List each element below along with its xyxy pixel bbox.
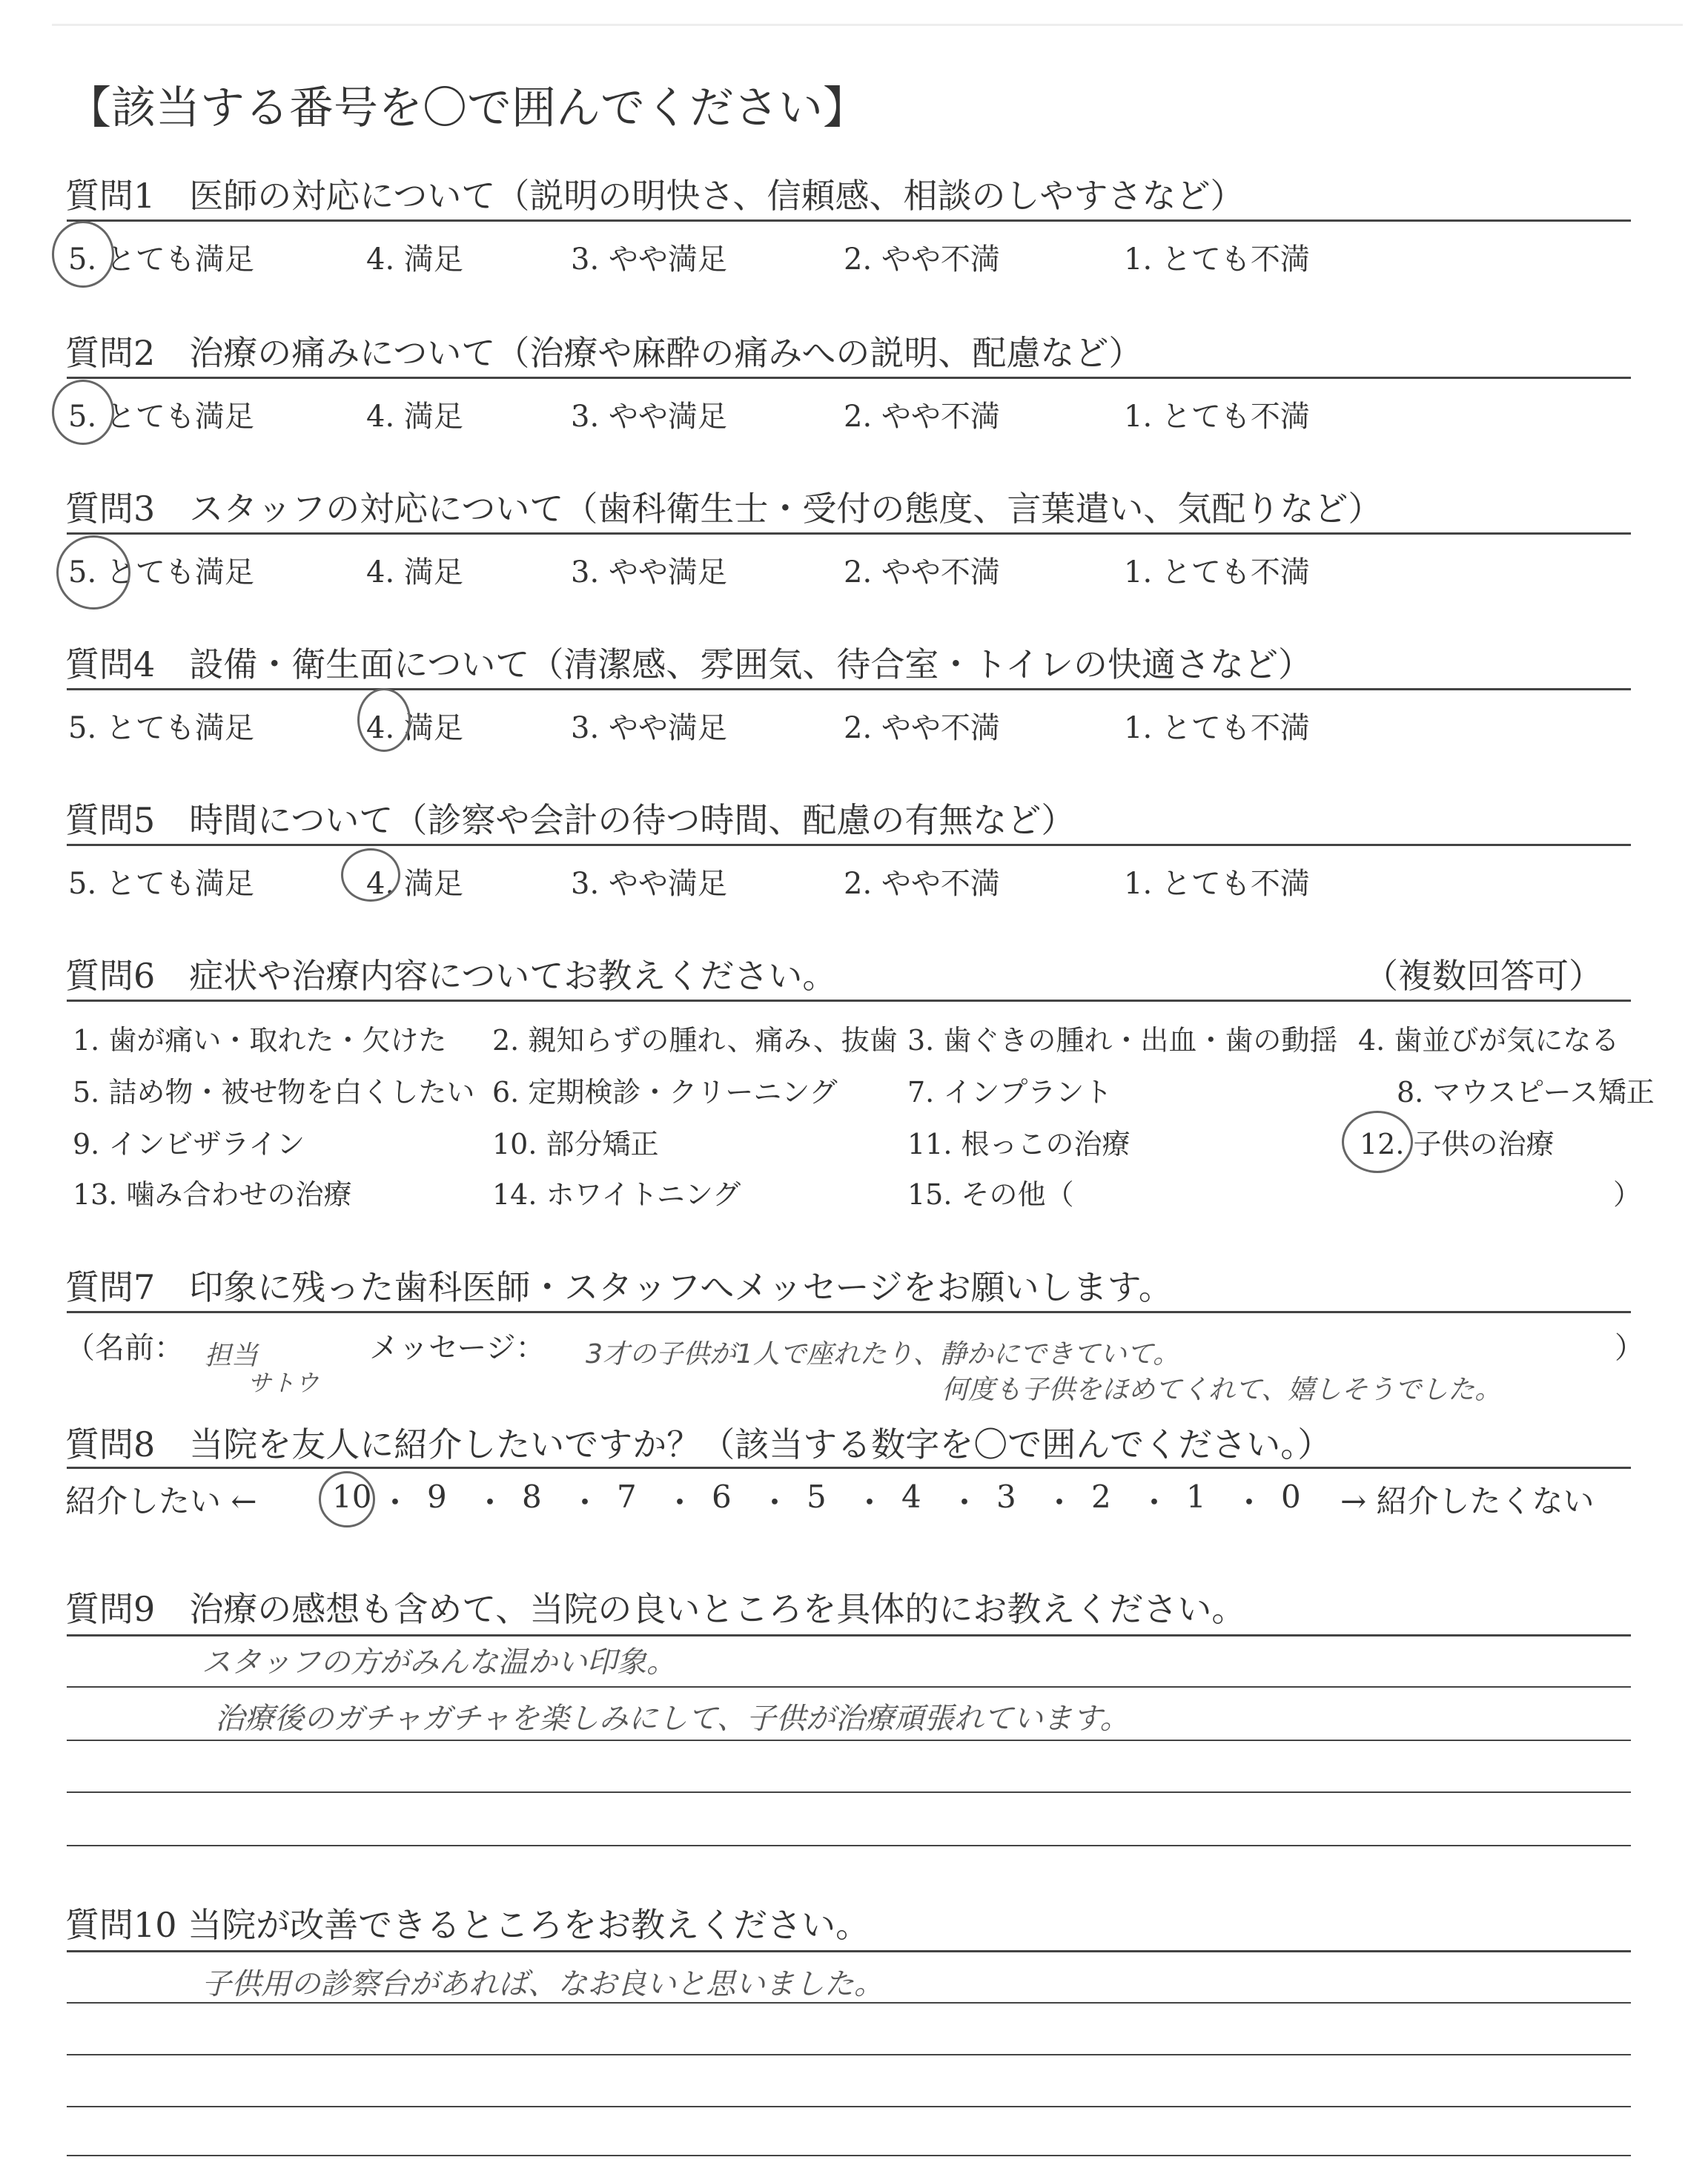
question-6-rule xyxy=(67,1000,1631,1002)
q5-option-3[interactable]: 3. やや満足 xyxy=(571,867,727,901)
q6-other-close-paren: ） xyxy=(1613,1178,1642,1211)
question-9-rule-4 xyxy=(67,1791,1631,1793)
question-3-title: 質問3 スタッフの対応について（歯科衛生士・受付の態度、言葉遣い、気配りなど） xyxy=(65,489,1383,529)
q8-scale-number-2[interactable]: 2 xyxy=(1091,1479,1111,1515)
question-10-rule-4 xyxy=(67,2106,1631,2107)
q8-scale-separator: ・ xyxy=(759,1484,791,1521)
question-6-note: （複数回答可） xyxy=(1364,956,1603,996)
q7-close-paren: ） xyxy=(1615,1331,1644,1365)
q8-scale-number-5[interactable]: 5 xyxy=(807,1479,827,1515)
q6-item-14[interactable]: 14. ホワイトニング xyxy=(492,1178,741,1211)
q1-option-4[interactable]: 4. 満足 xyxy=(366,242,463,277)
q8-left-label: 紹介したい ← xyxy=(65,1483,257,1519)
q2-selection-circle xyxy=(52,380,114,445)
q3-selection-circle xyxy=(56,535,130,610)
q7-name-handwriting-1: 担当 xyxy=(205,1341,259,1371)
q1-selection-circle xyxy=(52,221,114,288)
q3-option-2[interactable]: 2. やや不満 xyxy=(844,555,1000,589)
q8-scale-separator: ・ xyxy=(1234,1484,1265,1521)
q7-message-label: メッセージ： xyxy=(369,1331,546,1365)
question-9-rule-5 xyxy=(67,1845,1631,1846)
q1-option-5[interactable]: 5. とても満足 xyxy=(68,242,254,277)
q5-selection-circle xyxy=(341,848,400,902)
question-7-rule xyxy=(67,1311,1631,1313)
q8-scale-number-9[interactable]: 9 xyxy=(427,1479,447,1515)
q6-item-15[interactable]: 15. その他（ xyxy=(907,1178,1074,1211)
question-2-title: 質問2 治療の痛みについて（治療や麻酔の痛みへの説明、配慮など） xyxy=(65,333,1143,373)
q6-item-9[interactable]: 9. インビザライン xyxy=(73,1128,305,1160)
question-10-rule-3 xyxy=(67,2054,1631,2055)
question-4-title: 質問4 設備・衛生面について（清潔感、雰囲気、待合室・トイレの快適さなど） xyxy=(65,644,1313,684)
q7-message-handwriting-1: 3才の子供が1人で座れたり、静かにできていて。 xyxy=(586,1339,1180,1370)
q6-selection-circle xyxy=(1342,1111,1413,1173)
question-5-title: 質問5 時間について（診察や会計の待つ時間、配慮の有無など） xyxy=(65,800,1076,840)
question-8-rule xyxy=(67,1467,1631,1469)
q3-option-3[interactable]: 3. やや満足 xyxy=(571,555,727,589)
q8-right-label: → 紹介したくない xyxy=(1340,1483,1595,1519)
q3-option-5[interactable]: 5. とても満足 xyxy=(68,555,254,589)
question-10-rule-5 xyxy=(67,2155,1631,2156)
q4-option-1[interactable]: 1. とても不満 xyxy=(1124,711,1310,745)
question-5-rule xyxy=(67,844,1631,846)
q4-option-5[interactable]: 5. とても満足 xyxy=(68,711,254,745)
question-6-title: 質問6 症状や治療内容についてお教えください。 xyxy=(65,956,837,996)
q4-option-2[interactable]: 2. やや不満 xyxy=(844,711,1000,745)
q8-scale-number-4[interactable]: 4 xyxy=(901,1479,921,1515)
question-9-rule-1 xyxy=(67,1634,1631,1636)
q6-item-7[interactable]: 7. インプラント xyxy=(907,1076,1113,1109)
q3-option-4[interactable]: 4. 満足 xyxy=(366,555,463,589)
q6-item-8[interactable]: 8. マウスピース矯正 xyxy=(1397,1076,1655,1109)
q5-option-4[interactable]: 4. 満足 xyxy=(366,867,463,901)
q10-answer-line-1: 子供用の診察台があれば、なお良いと思いました。 xyxy=(202,1967,884,2001)
q2-option-1[interactable]: 1. とても不満 xyxy=(1124,400,1310,434)
q6-item-10[interactable]: 10. 部分矯正 xyxy=(492,1128,659,1160)
q9-answer-line-2: 治療後のガチャガチャを楽しみにして、子供が治療頑張れています。 xyxy=(215,1702,1130,1736)
q8-scale-number-0[interactable]: 0 xyxy=(1281,1479,1301,1515)
q9-answer-line-1: スタッフの方がみんな温かい印象。 xyxy=(202,1645,676,1680)
q7-message-handwriting-2: 何度も子供をほめてくれて、嬉しそうでした。 xyxy=(941,1375,1502,1405)
q8-scale-number-8[interactable]: 8 xyxy=(522,1479,542,1515)
question-7-title: 質問7 印象に残った歯科医師・スタッフへメッセージをお願いします。 xyxy=(65,1267,1173,1307)
q8-scale-separator: ・ xyxy=(1044,1484,1076,1521)
question-9-rule-3 xyxy=(67,1740,1631,1741)
q8-scale-number-3[interactable]: 3 xyxy=(996,1479,1016,1515)
q8-scale-separator: ・ xyxy=(1139,1484,1171,1521)
q2-option-3[interactable]: 3. やや満足 xyxy=(571,400,727,434)
q3-option-1[interactable]: 1. とても不満 xyxy=(1124,555,1310,589)
q8-scale-number-7[interactable]: 7 xyxy=(617,1479,637,1515)
q2-option-5[interactable]: 5. とても満足 xyxy=(68,400,254,434)
q6-item-4[interactable]: 4. 歯並びが気になる xyxy=(1358,1024,1620,1057)
q8-scale-separator: ・ xyxy=(474,1484,506,1521)
q8-scale-number-10[interactable]: 10 xyxy=(332,1479,372,1515)
q8-scale-separator: ・ xyxy=(854,1484,886,1521)
q7-name-label: （名前： xyxy=(65,1331,184,1365)
q8-scale-separator: ・ xyxy=(380,1484,411,1521)
q5-option-5[interactable]: 5. とても満足 xyxy=(68,867,254,901)
q7-name-handwriting-2: サトウ xyxy=(248,1369,320,1397)
q2-option-2[interactable]: 2. やや不満 xyxy=(844,400,1000,434)
question-2-rule xyxy=(67,377,1631,379)
q6-item-5[interactable]: 5. 詰め物・被せ物を白くしたい xyxy=(73,1076,475,1109)
q8-scale-separator: ・ xyxy=(949,1484,981,1521)
question-4-rule xyxy=(67,688,1631,690)
q6-item-2[interactable]: 2. 親知らずの腫れ、痛み、抜歯 xyxy=(492,1024,898,1057)
q8-scale-separator: ・ xyxy=(664,1484,696,1521)
question-10-title: 質問10 当院が改善できるところをお教えください。 xyxy=(65,1905,870,1945)
q1-option-3[interactable]: 3. やや満足 xyxy=(571,242,727,277)
page-heading: 【該当する番号を〇で囲んでください】 xyxy=(67,82,867,134)
q6-item-6[interactable]: 6. 定期検診・クリーニング xyxy=(492,1076,838,1109)
q5-option-2[interactable]: 2. やや不満 xyxy=(844,867,1000,901)
q6-item-11[interactable]: 11. 根っこの治療 xyxy=(907,1128,1131,1160)
q8-selection-circle xyxy=(319,1471,375,1527)
question-1-rule xyxy=(67,219,1631,222)
q6-item-3[interactable]: 3. 歯ぐきの腫れ・出血・歯の動揺 xyxy=(907,1024,1338,1057)
q1-option-2[interactable]: 2. やや不満 xyxy=(844,242,1000,277)
q4-selection-circle xyxy=(357,688,411,752)
question-9-title: 質問9 治療の感想も含めて、当院の良いところを具体的にお教えください。 xyxy=(65,1589,1246,1629)
top-border-line xyxy=(52,24,1683,26)
q8-scale-number-1[interactable]: 1 xyxy=(1186,1479,1206,1515)
question-3-rule xyxy=(67,532,1631,535)
q4-option-3[interactable]: 3. やや満足 xyxy=(571,711,727,745)
q4-option-4[interactable]: 4. 満足 xyxy=(366,711,463,745)
q6-item-12[interactable]: 12. 子供の治療 xyxy=(1360,1128,1555,1160)
q5-option-1[interactable]: 1. とても不満 xyxy=(1124,867,1310,901)
q8-scale-separator: ・ xyxy=(569,1484,601,1521)
q8-scale-number-6[interactable]: 6 xyxy=(712,1479,732,1515)
q2-option-4[interactable]: 4. 満足 xyxy=(366,400,463,434)
question-10-rule-1 xyxy=(67,1950,1631,1952)
question-9-rule-2 xyxy=(67,1686,1631,1688)
q6-item-1[interactable]: 1. 歯が痛い・取れた・欠けた xyxy=(73,1024,447,1057)
q1-option-1[interactable]: 1. とても不満 xyxy=(1124,242,1310,277)
q6-item-13[interactable]: 13. 噛み合わせの治療 xyxy=(73,1178,352,1211)
question-8-title: 質問8 当院を友人に紹介したいですか？（該当する数字を〇で囲んでください。） xyxy=(65,1424,1332,1464)
question-1-title: 質問1 医師の対応について（説明の明快さ、信頼感、相談のしやすさなど） xyxy=(65,176,1245,216)
